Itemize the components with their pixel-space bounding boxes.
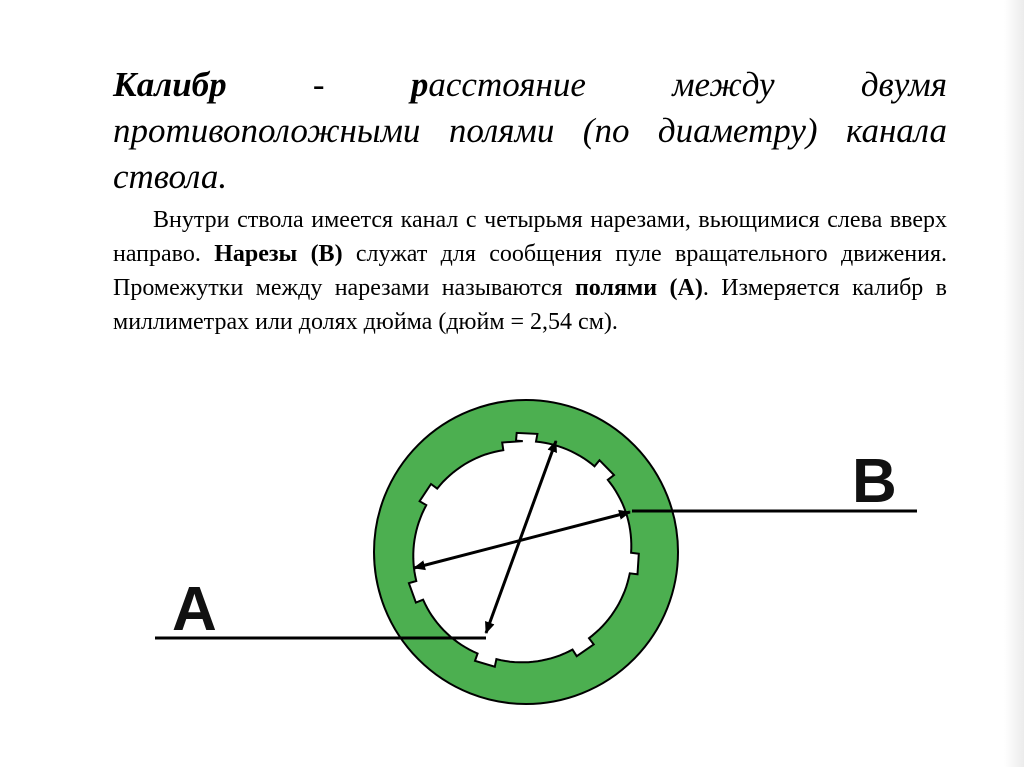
description-bold-grooves: Нарезы (В) [214, 241, 343, 267]
description-text-3: . Измеряется калибр в миллиметрах или долях дюйма (дюйм = 2,54 см). [113, 275, 948, 335]
label-a: A [172, 575, 217, 644]
description-text-2: служат для сообщения пуле вращательного движения. Промежутки между нарезами называются [113, 241, 948, 301]
barrel-ring [374, 400, 678, 704]
definition-dash: - [226, 65, 411, 104]
description-bold-lands: полями (А) [574, 275, 703, 301]
caliber-arrow-horizontal [414, 512, 630, 568]
caliber-arrow-vertical [486, 441, 556, 633]
definition-term: Калибр [113, 65, 227, 104]
definition-first-letter: р [410, 65, 429, 104]
definition-text: асстояние между двумя противоположными полями (по диаметру) канала ствола. [113, 65, 947, 196]
label-b: B [852, 447, 897, 516]
description-text-1: Внутри ствола имеется канал с четырьмя нарезами, вьющимися слева вверх направо. [113, 207, 947, 267]
